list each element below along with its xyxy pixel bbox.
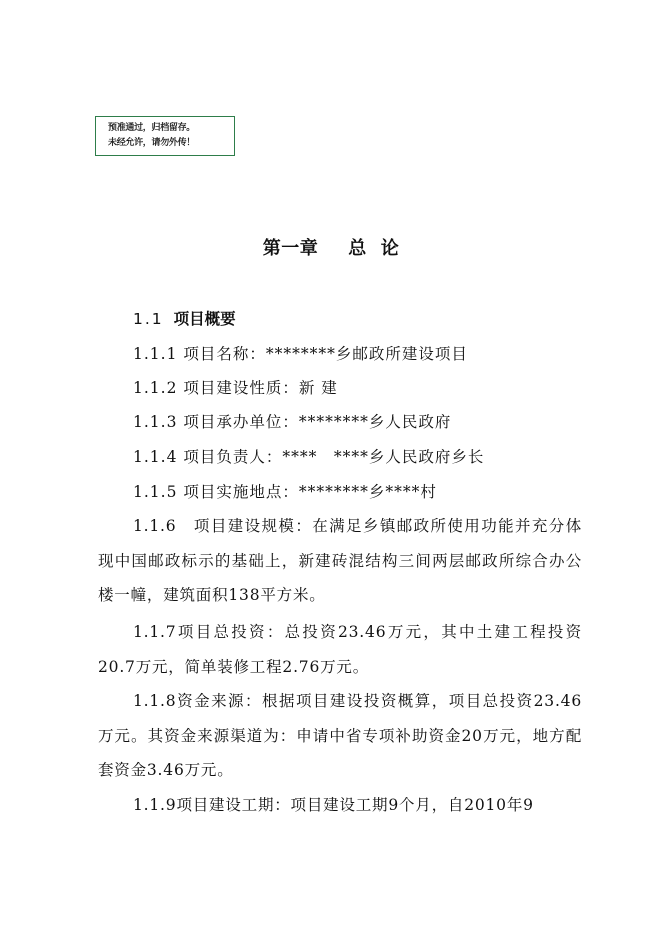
chapter-title-char-1: 总 [348,238,367,259]
item-project-location: 1.1.5 项目实施地点：********乡****村 [133,483,437,501]
item-undertaking-unit: 1.1.3 项目承办单位：********乡人民政府 [133,413,452,431]
approval-stamp [95,116,235,156]
item-project-leader: 1.1.4 项目负责人：**** ****乡人民政府乡长 [133,448,485,466]
section-number: 1.1 [133,310,164,328]
item-project-name: 1.1.1 项目名称：********乡邮政所建设项目 [133,345,468,363]
paragraph-construction-period: 1.1.9项目建设工期：项目建设工期9个月，自2010年9 [133,796,534,814]
chapter-heading [0,236,662,262]
item-project-nature: 1.1.2 项目建设性质：新 建 [133,379,338,397]
paragraph-total-investment: 1.1.7项目总投资：总投资23.46万元，其中土建工程投资20.7万元，简单装修工程2.76万元。 [98,623,582,676]
chapter-label: 第一章 [262,238,319,259]
stamp-line-1: 预准通过，归档留存。 [108,123,196,133]
section-heading [133,307,236,331]
paragraph-funding-source: 1.1.8资金来源：根据项目建设投资概算，项目总投资23.46万元。其资金来源渠道为：申请中省专项补助资金20万元，地方配套资金3.46万元。 [98,692,582,779]
stamp-line-2: 未经允许，请勿外传！ [108,138,196,148]
section-title: 项目概要 [173,310,236,328]
chapter-title-char-2: 论 [380,238,400,259]
paragraph-construction-scale: 1.1.6 项目建设规模：在满足乡镇邮政所使用功能并充分体现中国邮政标示的基础上，新建砖混结构三间两层邮政所综合办公楼一幢，建筑面积138平方米。 [98,517,582,604]
